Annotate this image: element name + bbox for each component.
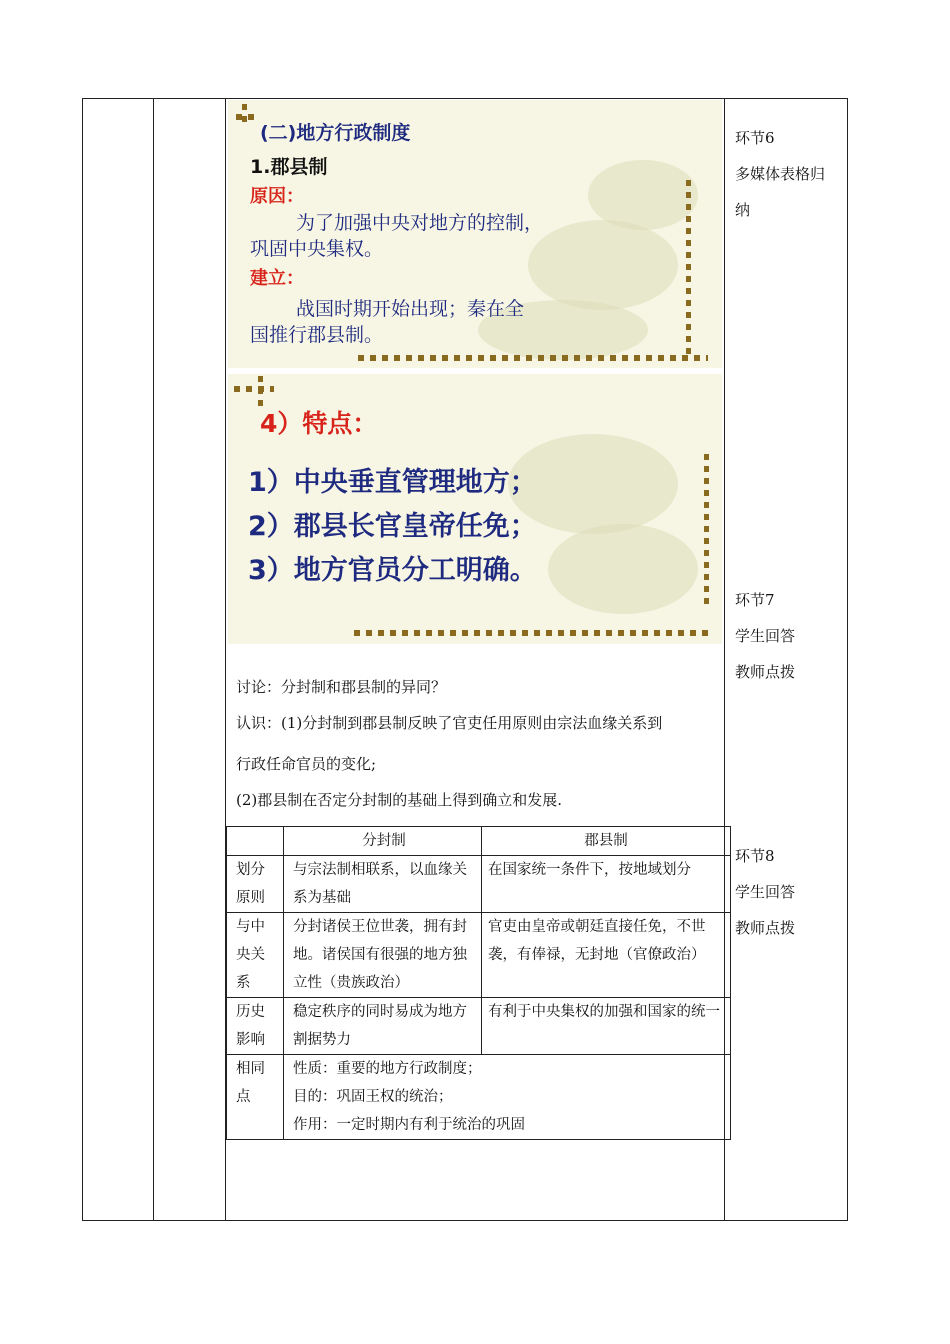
step-7-notes [735,582,795,690]
feature-point-2: 2）郡县长官皇帝任免； [248,511,537,542]
border-ornament [242,104,247,124]
reason-text-line2: 巩固中央集权。 [250,238,384,260]
same-points-cell [284,1055,731,1140]
lotus-leaf-decoration [588,160,698,230]
step-6-title: 环节6 [735,129,775,147]
step-6-notes [735,120,825,228]
step-7-title: 环节7 [735,591,775,609]
step-8-title: 环节8 [735,847,775,865]
border-ornament [686,180,691,360]
establish-text-line1: 战国时期开始出现；秦在全 [296,298,525,320]
table-row-same [227,1055,731,1140]
step-7-line: 学生回答 [735,627,796,645]
fenfeng-cell: 分封诸侯王位世袭，拥有封地。诸侯国有很强的地方独立性（贵族政治） [284,913,482,998]
junxian-cell: 官吏由皇帝或朝廷直接任免，不世袭，有俸禄，无封地（官僚政治） [482,913,731,998]
row-label: 历史影响 [227,998,284,1055]
discussion-question: 讨论：分封制和郡县制的异同？ [236,678,447,696]
lotus-leaf-decoration [548,524,698,614]
step-6-line: 纳 [735,201,751,219]
fenfeng-cell: 与宗法制相联系，以血缘关系为基础 [284,856,482,913]
table-row [227,856,731,913]
lotus-leaf-decoration [528,220,678,310]
table-header-cell: 郡县制 [482,827,731,856]
border-ornament [354,630,708,636]
discussion-point-2: (2)郡县制在否定分封制的基础上得到确立和发展. [236,791,563,809]
row-label: 与中央关系 [227,913,284,998]
table-row [227,998,731,1055]
border-ornament [234,386,274,392]
junxian-cell: 在国家统一条件下，按地域划分 [482,856,731,913]
column-divider-1 [153,98,154,1221]
table-header-cell: 分封制 [284,827,482,856]
same-point-nature: 性质：重要的地方行政制度； [293,1061,482,1077]
feature-point-1: 1）中央垂直管理地方； [248,467,537,498]
establish-label: 建立： [250,268,304,289]
table-row [227,913,731,998]
border-ornament [258,376,263,406]
slide-subheading: 1.郡县制 [250,156,328,178]
step-6-line: 多媒体表格归 [735,165,826,183]
slide-image-county-system [228,100,722,368]
reason-text-line1: 为了加强中央对地方的控制， [296,212,544,234]
row-label: 相同点 [227,1055,284,1140]
slide-image-features [228,374,722,644]
step-7-line: 教师点拨 [735,663,796,681]
border-ornament [704,454,709,604]
step-8-line: 教师点拨 [735,919,796,937]
step-8-line: 学生回答 [735,883,796,901]
discussion-point-1b: 行政任命官员的变化; [236,755,377,773]
feature-point-3: 3）地方官员分工明确。 [248,555,537,586]
slide-heading: (二)地方行政制度 [260,122,411,144]
establish-text-line2: 国推行郡县制。 [250,324,384,346]
features-heading: 4）特点： [260,409,378,438]
table-header-row [227,827,731,856]
border-ornament [358,355,708,361]
same-point-purpose: 目的：巩固王权的统治； [293,1089,453,1105]
fenfeng-cell: 稳定秩序的同时易成为地方割据势力 [284,998,482,1055]
same-point-effect: 作用：一定时期内有利于统治的巩固 [293,1117,525,1133]
step-8-notes [735,838,795,946]
discussion-point-1a: 认识：(1)分封制到郡县制反映了官吏任用原则由宗法血缘关系到 [236,714,663,732]
reason-label: 原因： [250,186,304,207]
row-label: 划分原则 [227,856,284,913]
table-header-cell [227,827,284,856]
comparison-table [226,826,731,1140]
junxian-cell: 有利于中央集权的加强和国家的统一 [482,998,731,1055]
